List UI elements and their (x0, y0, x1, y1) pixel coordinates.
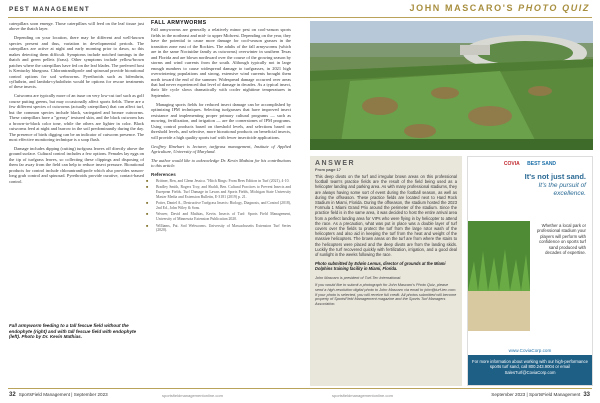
covia-advertisement[interactable] (467, 156, 593, 386)
author-note: The author would like to acknowledge Dr. Kevin Mathias for his contributions to this article. (151, 157, 291, 169)
best-sand-logo: BEST SAND (527, 161, 557, 167)
reference-item: ■ Potter, Daniel A., Destructive Turfgrass Insects: Biology, Diagnosis, and Control (2018), 2nd Ed., John Wiley & Sons. (146, 201, 291, 210)
article-column-2 (146, 20, 291, 235)
stadium-aerial-photo (310, 21, 593, 150)
quiz-title (410, 3, 591, 13)
paragraph: Damage includes dipping (cutting) turfgrass leaves off directly above the ground surface. Cultural control includes a few options. Females lay eggs on the tip of turfgrass leaves, so collecting these clippings and disposing of them far away from the field can help to reduce insect pressure. Biorational products for control include chlorantraniliprole which also provides season-long grub control and spinosad. Pyrethroids provide curative, contact-based control. (9, 146, 144, 184)
header-rule (8, 17, 592, 18)
page-header (0, 0, 600, 20)
paragraph: Managing sports fields for reduced insect damage can be accomplished by optimizing IPM techniques. Selecting turfgrasses that have improved insect resistance and implementing proper primary cultural programs — such as mowing, fertilization, and irrigation — are the cornerstones of IPM programs. Using control products based on threshold levels, and selections based on threshold levels, and selective, more biorational products on beneficial insects, will provide a high quality sports turf with fewer insecticide applications. (151, 101, 291, 140)
page-footer (0, 388, 600, 403)
page-number-right: 33 (583, 392, 590, 398)
ad-tagline-main: It's not just sand. (524, 172, 586, 181)
section-label: PEST MANAGEMENT (9, 6, 90, 13)
bullet-icon: ■ (146, 185, 149, 190)
paragraph: Cutworms are typically more of an issue on very low-cut turf such as golf course putting greens, but may occasionally affect sports fields. There are a few different species of cutworms (actually caterpillars) that can affect turf, but the common species include black, variegated and bronze cutworms. These caterpillars have a "greasy" textured skin, and the black cutworm has a brown-to-black color tone, while the others are lighter in color. Black cutworms feed at night and burrow in the soil predominantly during the day. The presence of birds digging can be an indicator of cutworm presence. The most effective monitoring technique is a soap flush. (9, 93, 144, 143)
bullet-icon: ■ (146, 212, 149, 217)
quiz-title-name: JOHN MASCARO'S (409, 3, 519, 13)
article-column-1 (9, 21, 144, 188)
footer-url-left[interactable]: sportsfieldmanagementonline.com (162, 393, 223, 398)
quiz-title-rest: PHOTO QUIZ (518, 3, 590, 13)
reference-item: ■ Weaver, David and Mathias, Kevin. Insects of Turf: Sports Field Management, University of Minnesota Extension Publication 2020. (146, 212, 291, 221)
reference-item: ■ Brittner, Ben, and Glenn Jessica. "Hitch Rings: From Bees Edition in Turf (2021), 4-10. (146, 178, 290, 183)
answer-body: This deep divots on the turf and irregular brown areas on this professional football team's practice fields are the result of the field being used as a helicopter landing and parking area. As with many professional stadiums, they are always having some sort of event during the football season, as well as during the offseason. These practice fields are located next to Hard Rock Stadium in Miami, Florida. During the offseason, the stadium hosted the 2023 Formula 1 Miami Grand Prix around the perimeter of the stadium. Since the practice field is in the same area, it was decided to host the entire arrival area from a perfect landing area for VIPs who were flying in by helicopter to attend the race. As a precaution, what was put in place was a double layer of turf covers over the fields to protect the turf from the large rotor wash of the helicopters and also aid in keeping the turf from the heat and weight of the massive helicopters. The brown areas on the turf are from where the stairs to the helicopters were placed and the deep divots are from the landing skids. Luckily the turf recovered quickly with fertilization, irrigation, and a good deal of sunlight in the weeks following the race. (315, 174, 457, 258)
photo-caption: Fall armyworm feeding to a tall fescue field without the endophyte (right) and with tall fescue field with endophyte (left). Photo by Dr. Kevin Mathias. (9, 323, 137, 340)
author-byline: Geoffrey Rinehart is lecturer, turfgrass management, Institute of Applied Agriculture, University of Maryland. (151, 143, 291, 154)
page-number-left: 32 (9, 392, 16, 398)
footer-left (9, 392, 108, 398)
footer-url-right[interactable]: sportsfieldmanagementonline.com (332, 393, 393, 398)
answer-author-note: John Mascaro is president of Turf-Tec International. (315, 275, 402, 280)
stadium-photo-illustration (310, 21, 593, 150)
ad-contact-bar: For more information about working with our high-performance sports turf sand, call 800.243.9004 or email SalesTurf@CoviaCorp.com (468, 355, 592, 385)
ad-tagline (516, 173, 586, 199)
section-heading-fall-armyworms: FALL ARMYWORMS (151, 20, 207, 26)
ad-website-link[interactable]: www.CoviaCorp.com (508, 348, 552, 353)
bullet-icon: ■ (146, 201, 149, 206)
reference-item: ■ Williams, Pat. Sod Webworms. University of Massachusetts Extension Turf Series (2020). (146, 223, 291, 233)
publication-right: September 2023 | SportsField Management (491, 392, 581, 397)
reference-item: ■ Bradley Smith, Rogers Troy, and Shaldi, Ben. Cultural Practices to Prevent Insects and Eurepean Fields. Turf Damage in Lawns and Sports Fields, Michigan State University Master Media and Extension Bulletin, E-3181 (2019) p. 21. (146, 185, 291, 199)
footer-rule (8, 388, 592, 389)
answer-heading: ANSWER (315, 160, 356, 167)
ad-logos (468, 161, 592, 167)
paragraph: caterpillars soon emerge. Those caterpillars will feed on the leaf tissue just above the thatch layer. (9, 21, 144, 32)
answer-from-page: From page 17 (315, 167, 342, 172)
bullet-icon: ■ (146, 178, 149, 183)
paragraph: Fall armyworms are generally a relatively minor pest on cool-season sports fields in the northeast and mid- to upper Midwest. Depending on the year, they have the potential to cause more damage for cool-season grasses in the transition zone east of the Rockies. The adults of the fall armyworms (which are in the same Noctuidae family as cutworms) overwinter in southern Texas and Florida and are blown northward over the course of the growing season by storms and wind currents from the south. Although typically not in large enough numbers to cause widespread damage to turfgrasses, in 2021 high overwintering populations and strong, extensive wind currents brought them north toward the end of the summer. Widespread damage occurred over areas that had never experienced that level of damage in decades. As a typical insect, their life cycle slows dramatically with cooler nighttime temperatures in September. (151, 27, 291, 98)
answer-photo-credit: Photo submitted by Edwin Lemus, director of grounds at the Miami Dolphins training facility in Miami, Florida. (315, 261, 446, 272)
turf-closeup-image (468, 221, 530, 331)
covia-logo: COVIA (503, 161, 520, 167)
ad-body-text: Whether a local park or professional stadium your players will perform with confidence on sports turf sand produced with decades of expertise. (537, 223, 586, 256)
publication-left: SportsField Management | September 2023 (18, 392, 108, 397)
ad-tagline-sub: It's the pursuit of excellence. (538, 181, 586, 197)
answer-submission-note: If you would like to submit a photograph for John Mascaro's Photo Quiz, please send a high-resolution digital photo to John Mascaro via email to john@turf-tec.com. If your photo is selected, you will receive full credit. All photos submitted will become property of SportsField Management magazine and the Sports Turf Managers Association. (315, 283, 457, 307)
paragraph: Depending on your location, there may be different and well-known species present and thus, variation in developmental periods. The caterpillars are active at night and early morning prior to dawn, so this makes detecting them difficult. Symptoms include notched turnings in the thatch and green pellets (frass). Other symptoms include yellow/brown patches where the caterpillars have fed on the leaf blades. The preferred host is Kentucky bluegrass. Chlorantraniliprole and spinosad provide biorational control options for sod webworms. Pyrethroids such as bifenthrin, cyfluthrin, and lambda-cyhalothrin would be options for rescue treatments of these insects. (9, 35, 144, 90)
footer-right (491, 392, 590, 398)
bullet-icon: ■ (146, 223, 149, 228)
answer-box (310, 156, 462, 386)
references-heading: References (151, 172, 176, 178)
